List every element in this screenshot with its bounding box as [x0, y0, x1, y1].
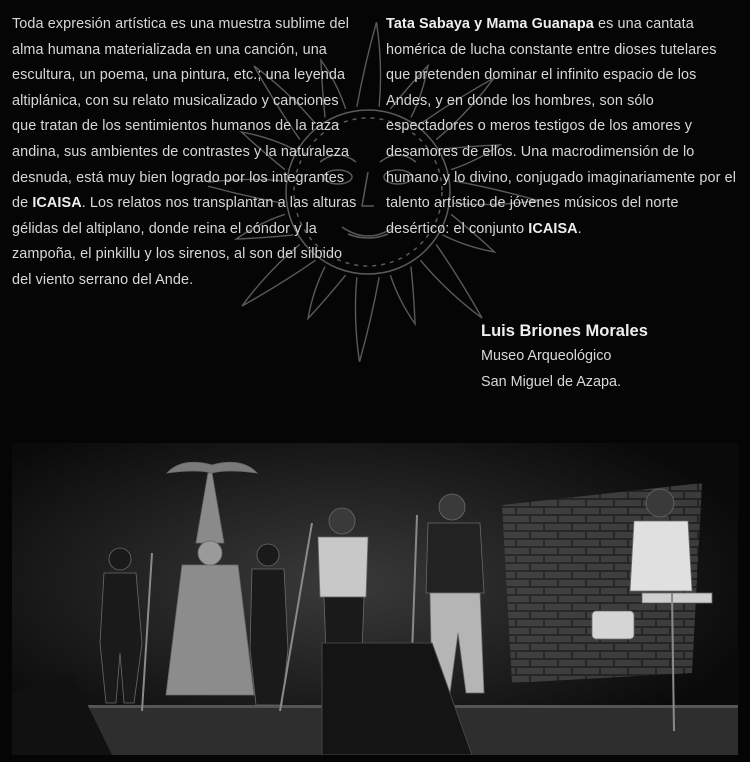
band-performance-photo	[12, 443, 738, 755]
author-name: Luis Briones Morales	[481, 322, 648, 340]
right-text-end: .	[577, 220, 582, 237]
group-name-bold: ICAISA	[32, 195, 82, 212]
sun-ray	[420, 244, 482, 318]
left-text-a: Toda expresión artística es una muestra sublime del alma humana materializada en una canción, una escultura, un poema, una pintura, etc.; una leyenda altiplánica, con su relato musicalizado y canciones que tratan de los sentimientos humanos de la raza andina, sus ambientes de contrastes y la naturaleza desnuda, está muy bien logrado por los integrantes de	[12, 16, 350, 212]
author-institution: Museo Arqueológico	[481, 348, 612, 364]
intro-paragraph-left	[12, 12, 362, 294]
cantata-title: Tata Sabaya y Mama Guanapa	[386, 16, 594, 32]
right-text-body: es una cantata homérica de lucha constante entre dioses tutelares que pretenden dominar el infinito espacio de los Andes, y en donde los hombres, son sólo espectadores o meros testigos de los amores y desamores de ellos. Una macrodimensión de lo humano y lo divino, conjugado imaginariamente por el talento artístico de jóvenes músicos del norte desértico: el conjunto	[386, 16, 736, 237]
author-location: San Miguel de Azapa.	[481, 373, 622, 390]
left-text-b: . Los relatos nos transplantan a las alturas gélidas del altiplano, donde reina el cóndor y la zampoña, el pinkillu y los sirenos, al son del silbido del viento serrano del Ande.	[12, 195, 357, 288]
sun-ray	[390, 267, 415, 324]
group-name-bold-right: ICAISA	[528, 220, 578, 237]
signature-block	[481, 318, 741, 395]
intro-paragraph-right	[386, 12, 742, 242]
